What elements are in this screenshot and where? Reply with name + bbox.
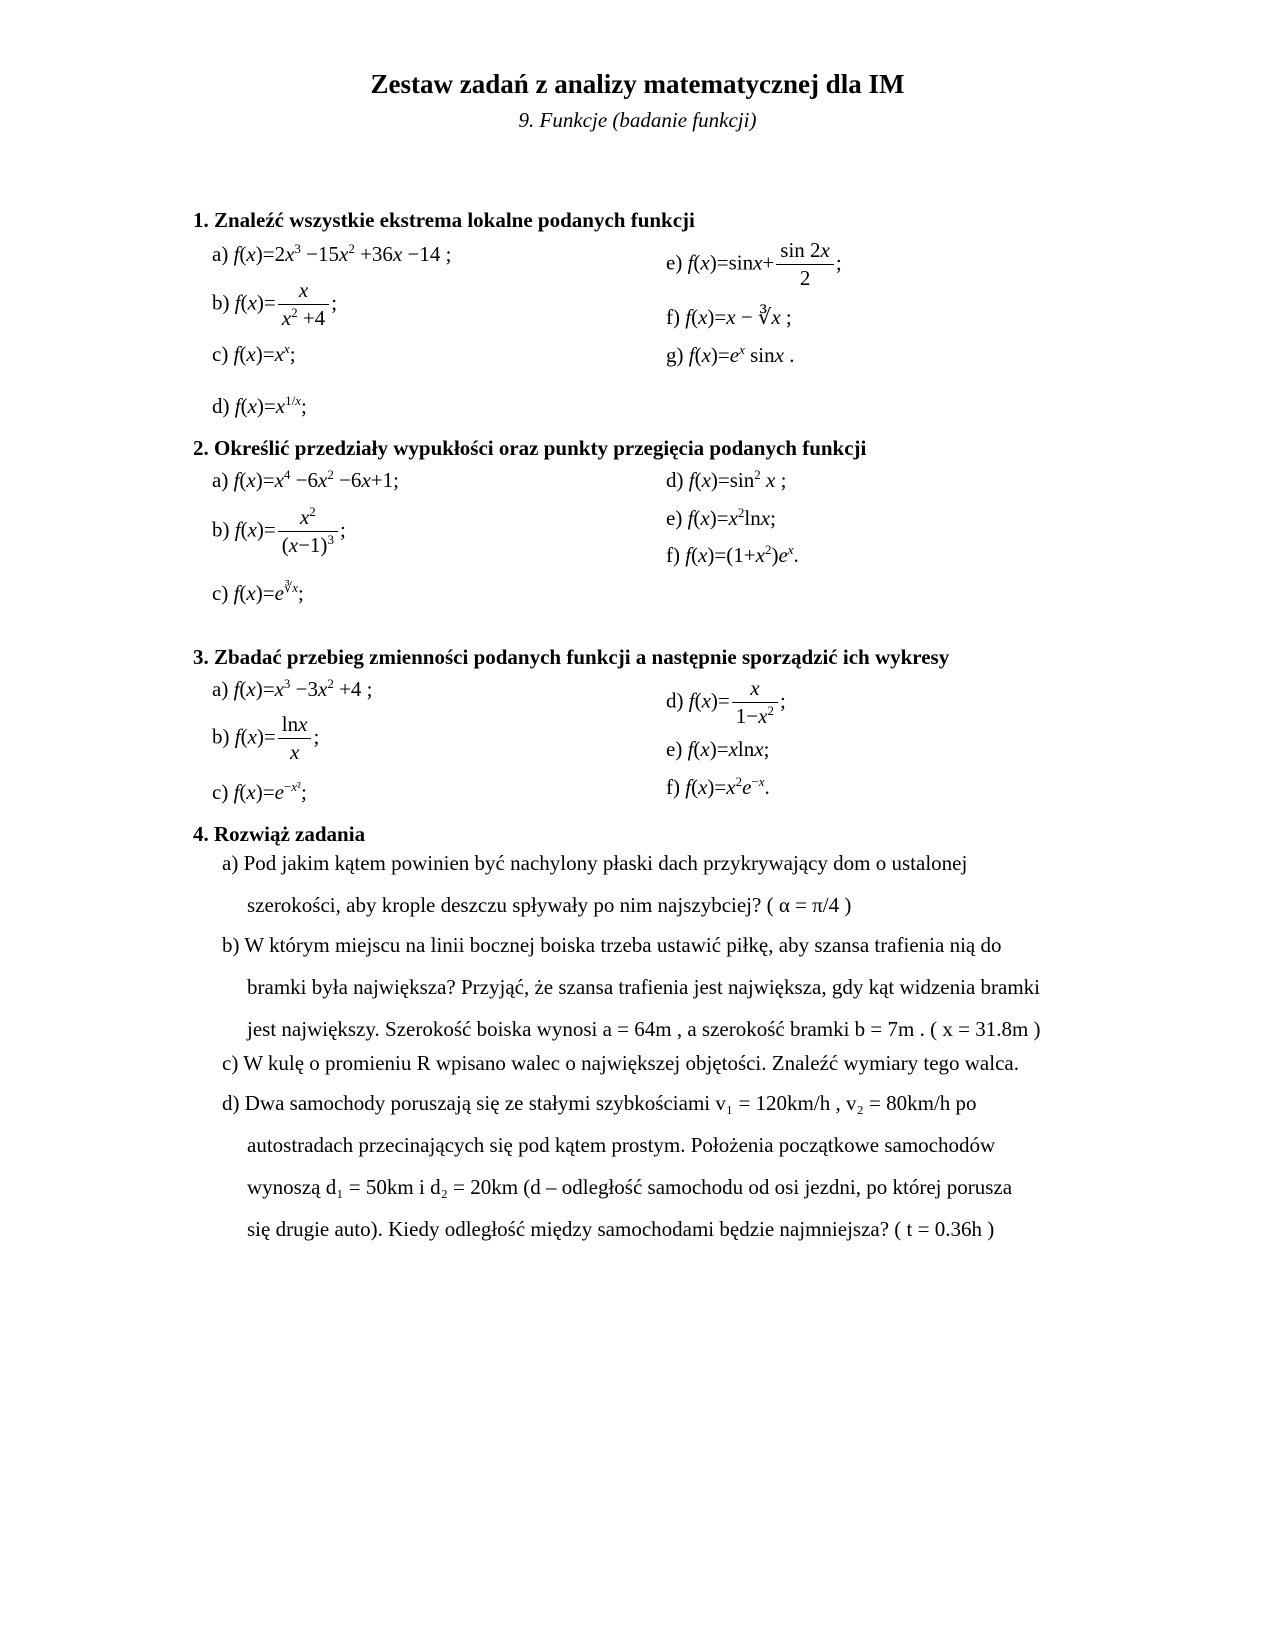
section-3-item-a: a) $f(x)=x^3 -3x^2 +4$ ;	[212, 676, 373, 701]
section-1-item-b: b) f(x)= $\frac{x}{x^2 +4}$ ;	[212, 278, 338, 331]
document-title: Zestaw zadań z analizy matematycznej dla IM	[370, 69, 905, 99]
section-1-item-f: f) f(x)=x − ∛x ;	[666, 305, 792, 329]
section-2-item-e: e) $f(x)=x^2\ln x$;	[666, 505, 776, 530]
section-2-item-f: f) $f(x)=(1+x^2)e^x$.	[666, 542, 799, 567]
problem-d: d) Dwa samochody poruszają się ze stałymi szybkościami v₁ = 120km/h , v₂ = 80km/h po autostradach przecinających się pod kątem prostym. Położenia początkowe samochodów wynoszą d₁ = 50km i d₂ = 20km (d – odległość samochodu od osi jezdni, po której porusza się drugie auto). Kiedy odległość między samochodami będzie najmniejsza? ( t = 0.36h )	[222, 1091, 1013, 1241]
section-3-item-f: f) $f(x)=x^2e^{-x}$.	[666, 774, 770, 799]
section-4-heading: 4. Rozwiąż zadania	[193, 822, 366, 846]
section-2-item-a: a) $f(x)=x^4 -6x^2 -6x+1$;	[212, 467, 399, 492]
section-2-heading: 2. Określić przedziały wypukłości oraz punkty przegięcia podanych funkcji	[193, 436, 867, 460]
section-1-item-e: e) f(x)=sinx+ $\frac{\sin 2x}{2}$ ;	[666, 238, 842, 291]
section-3-heading: 3. Zbadać przebieg zmienności podanych funkcji a następnie sporządzić ich wykresy	[193, 645, 950, 669]
section-2-item-c: c) $f(x)=e^{∛x}$;	[212, 580, 304, 605]
problem-a: a) Pod jakim kątem powinien być nachylony płaski dach przykrywający dom o ustalonej szerokości, aby krople deszczu spływały po nim najszybciej? ( α = π/4 )	[222, 851, 968, 917]
problem-c: c) W kulę o promieniu R wpisano walec o największej objętości. Znaleźć wymiary tego walca.	[222, 1051, 1019, 1075]
section-3-item-b: b) f(x)= $\frac{\ln x}{x}$ ;	[212, 712, 320, 765]
section-1-item-d: d) $f(x)=x^{1/x}$;	[212, 393, 307, 418]
section-1-item-c: c) $f(x)=x^x$;	[212, 341, 296, 366]
section-3-item-d: d) f(x)= $\frac{x}{1-x^2}$ ;	[666, 676, 786, 729]
section-1-heading: 1. Znaleźć wszystkie ekstrema lokalne podanych funkcji	[193, 208, 695, 232]
section-1-item-g: g) $f(x)=e^x$ sinx .	[666, 342, 795, 367]
section-1-item-a: a) $f(x)=2x^3 -15x^2 +36x -14$ ;	[212, 241, 452, 266]
problem-b: b) W którym miejscu na linii bocznej boiska trzeba ustawić piłkę, aby szansa trafienia nią do bramki była największa? Przyjąć, że szansa trafienia jest największa, gdy kąt widzenia bramki jest największy. Szerokość boiska wynosi a = 64m , a szerokość bramki b = 7m . ( x = 31.8m )	[222, 933, 1041, 1041]
section-3-item-c: c) $f(x)=e^{-x^2}$;	[212, 779, 307, 804]
section-2-item-d: d) $f(x)=\sin^2$ x ;	[666, 467, 787, 492]
document-subtitle: 9. Funkcje (badanie funkcji)	[518, 108, 757, 132]
section-2-item-b: b) f(x)= $\frac{x^2}{(x-1)^3}$ ;	[212, 504, 346, 558]
section-3-item-e: e) f(x)=xlnx;	[666, 737, 770, 761]
